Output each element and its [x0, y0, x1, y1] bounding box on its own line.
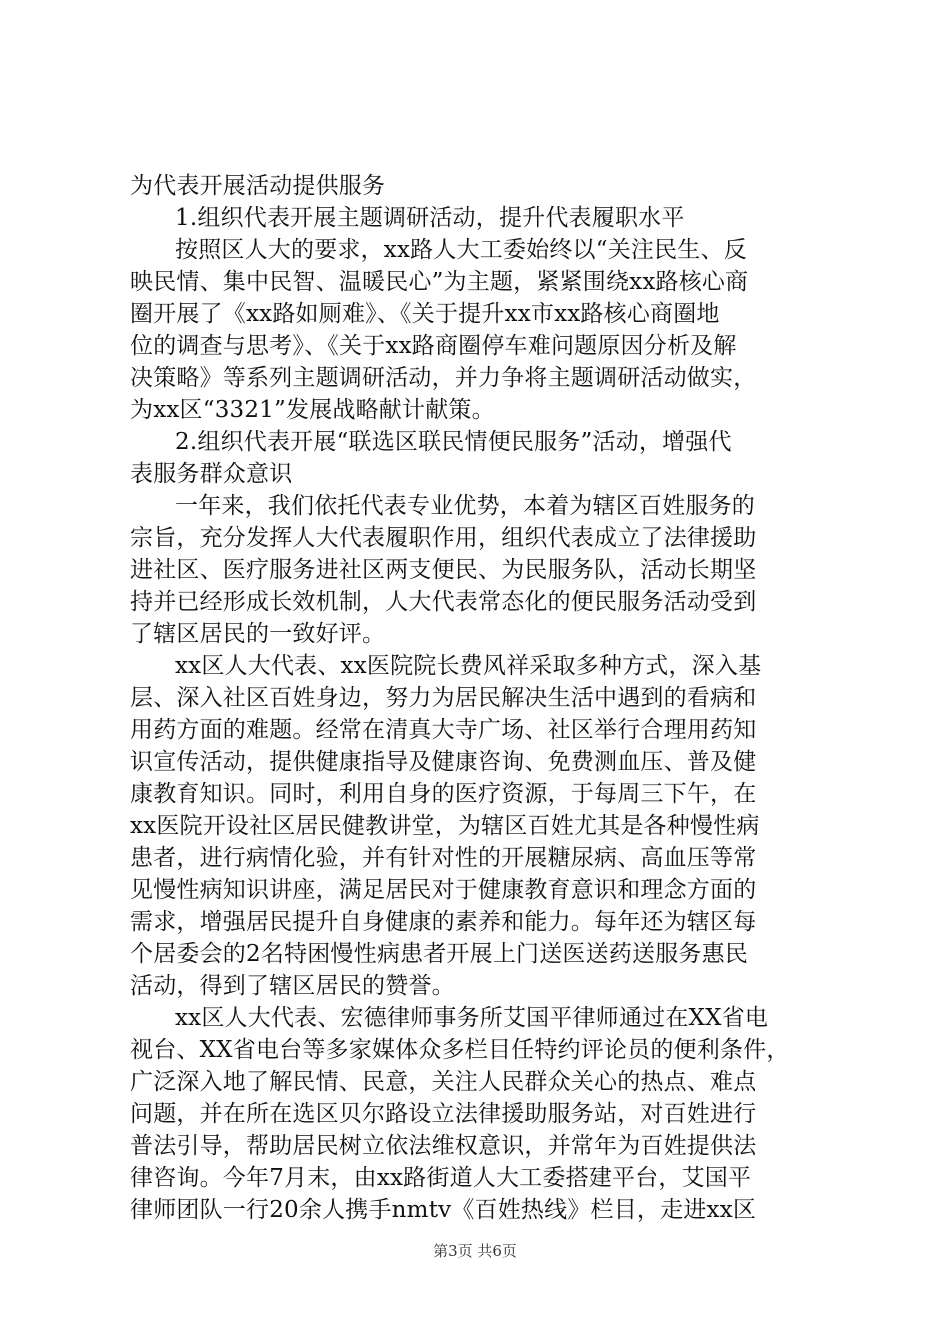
- text-line: 宗旨，充分发挥人大代表履职作用，组织代表成立了法律援助: [130, 525, 757, 551]
- text-line: 决策略》等系列主题调研活动，并力争将主题调研活动做实，: [130, 365, 757, 391]
- text-line: 为代表开展活动提供服务: [130, 173, 386, 199]
- text-line: 患者，进行病情化验，并有针对性的开展糖尿病、高血压等常: [130, 845, 757, 871]
- text-line: 持并已经形成长效机制，人大代表常态化的便民服务活动受到: [130, 589, 757, 615]
- text-line: 为xx区“3321”发展战略献计献策。: [130, 397, 495, 423]
- text-line: 普法引导，帮助居民树立依法维权意识，并常年为百姓提供法: [130, 1133, 757, 1159]
- text-line: 问题，并在所在选区贝尔路设立法律援助服务站，对百姓进行: [130, 1101, 757, 1127]
- text-line: 康教育知识。同时，利用自身的医疗资源，于每周三下午，在: [130, 781, 757, 807]
- text-line: 圈开展了《xx路如厕难》、《关于提升xx市xx路核心商圈地: [130, 301, 720, 327]
- text-line: 识宣传活动，提供健康指导及健康咨询、免费测血压、普及健: [130, 749, 757, 775]
- text-line: 律师团队一行20余人携手nmtv《百姓热线》栏目，走进xx区: [130, 1197, 757, 1223]
- text-line: 按照区人大的要求，xx路人大工委始终以“关注民生、反: [175, 237, 747, 263]
- text-line: xx区人大代表、xx医院院长费风祥采取多种方式，深入基: [175, 653, 762, 679]
- text-line: 广泛深入地了解民情、民意，关注人民群众关心的热点、难点: [130, 1069, 757, 1095]
- text-line: 视台、XX省电台等多家媒体众多栏目任特约评论员的便利条件，: [130, 1037, 790, 1063]
- section-heading: 1.组织代表开展主题调研活动，提升代表履职水平: [175, 205, 685, 231]
- text-line: 需求，增强居民提升自身健康的素养和能力。每年还为辖区每: [130, 909, 757, 935]
- text-line: 位的调查与思考》、《关于xx路商圈停车难问题原因分析及解: [130, 333, 737, 359]
- text-line: xx区人大代表、宏德律师事务所艾国平律师通过在XX省电: [175, 1005, 769, 1031]
- text-line: 映民情、集中民智、温暖民心”为主题，紧紧围绕xx路核心商: [130, 269, 749, 295]
- page-number-footer: 第3页 共6页: [433, 1242, 517, 1260]
- text-line: 层、深入社区百姓身边，努力为居民解决生活中遇到的看病和: [130, 685, 757, 711]
- text-line: 律咨询。今年7月末，由xx路街道人大工委搭建平台，艾国平: [130, 1165, 752, 1191]
- section-heading: 2.组织代表开展“联选区联民情便民服务”活动，增强代: [175, 429, 732, 455]
- text-line: 进社区、医疗服务进社区两支便民、为民服务队，活动长期坚: [130, 557, 757, 583]
- text-line: 了辖区居民的一致好评。: [130, 621, 386, 647]
- text-line: 活动，得到了辖区居民的赞誉。: [130, 973, 455, 999]
- section-heading: 表服务群众意识: [130, 461, 293, 487]
- text-line: xx医院开设社区居民健教讲堂，为辖区百姓尤其是各种慢性病: [130, 813, 760, 839]
- text-line: 见慢性病知识讲座，满足居民对于健康教育意识和理念方面的: [130, 877, 757, 903]
- text-line: 用药方面的难题。经常在清真大寺广场、社区举行合理用药知: [130, 717, 757, 743]
- text-line: 个居委会的2名特困慢性病患者开展上门送医送药送服务惠民: [130, 941, 749, 967]
- text-line: 一年来，我们依托代表专业优势，本着为辖区百姓服务的: [175, 493, 755, 519]
